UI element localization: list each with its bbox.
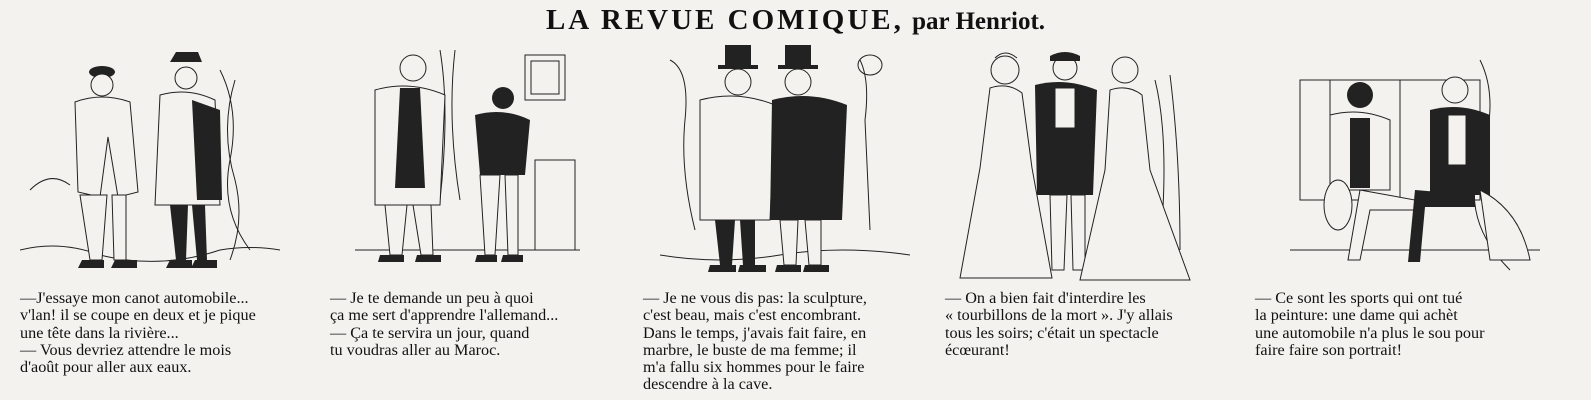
title-main: LA REVUE COMIQUE, (545, 4, 904, 36)
panel-4-illustration (955, 40, 1215, 290)
panel-5-caption (1255, 290, 1540, 359)
panel-4-drawing (955, 40, 1215, 290)
caption-line: marbre, le buste de ma femme; il (643, 340, 857, 359)
panel-2-illustration (345, 40, 590, 290)
caption-line: descendre à la cave. (643, 375, 773, 394)
caption-line: m'a fallu six hommes pour le faire (643, 358, 865, 377)
caption-line: une tête dans la rivière... (20, 323, 179, 342)
panel-1-illustration (20, 40, 280, 290)
panel-3-caption (643, 290, 926, 394)
caption-line: — On a bien fait d'interdire les (945, 289, 1146, 307)
caption-line: —J'essaye mon canot automobile... (20, 289, 249, 307)
caption-line: une automobile n'a plus le sou pour (1255, 323, 1485, 342)
comic-title (0, 4, 1591, 37)
caption-line: — Je ne vous dis pas: la sculpture, (643, 289, 867, 307)
caption-line: — Je te demande un peu à quoi (330, 289, 534, 307)
panel-1-drawing (20, 40, 280, 290)
panel-5-drawing (1290, 40, 1540, 290)
panel-3-drawing (660, 40, 910, 290)
caption-line: d'août pour aller aux eaux. (20, 358, 192, 377)
caption-line: la peinture: une dame qui achèt (1255, 306, 1458, 325)
caption-line: « tourbillons de la mort ». J'y allais (945, 306, 1173, 325)
caption-line: — Ce sont les sports qui ont tué (1255, 289, 1463, 307)
caption-line: faire faire son portrait! (1255, 340, 1402, 359)
panel-2-drawing (345, 40, 590, 290)
caption-line: ça me sert d'apprendre l'allemand... (330, 306, 559, 325)
panel-5-illustration (1290, 40, 1540, 290)
caption-line: écœurant! (945, 340, 1010, 359)
caption-line: — Vous devriez attendre le mois (20, 340, 232, 359)
panel-2-caption (330, 290, 613, 359)
caption-line: tu voudras aller au Maroc. (330, 340, 501, 359)
panel-4-caption (945, 290, 1230, 359)
caption-line: tous les soirs; c'était un spectacle (945, 323, 1159, 342)
title-author: par Henriot. (912, 8, 1046, 35)
caption-line: — Ça te servira un jour, quand (330, 323, 530, 342)
panel-3-illustration (660, 40, 910, 290)
caption-line: v'lan! il se coupe en deux et je pique (20, 306, 256, 325)
caption-line: c'est beau, mais c'est encombrant. (643, 306, 861, 325)
caption-line: Dans le temps, j'avais fait faire, en (643, 323, 867, 342)
panel-1-caption (20, 290, 300, 376)
